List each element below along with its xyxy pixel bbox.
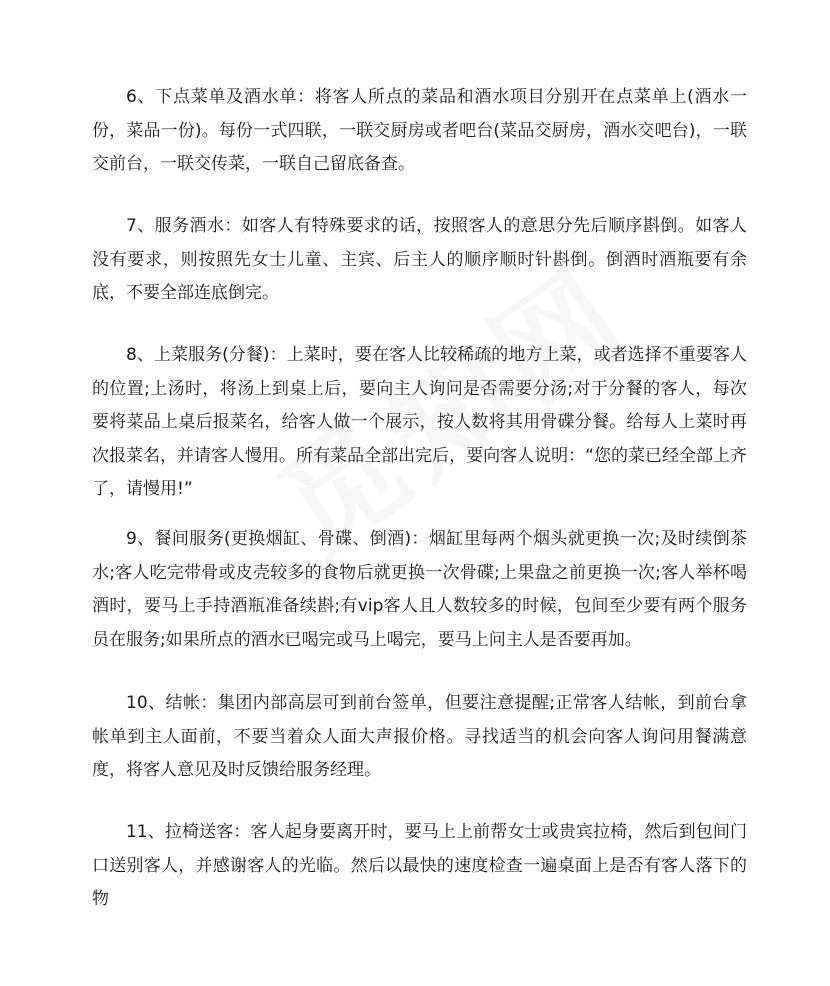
paragraph-7-serve-drinks: 7、服务酒水：如客人有特殊要求的话，按照客人的意思分先后顺序斟倒。如客人没有要求，则按照先女士儿童、主宾、后主人的顺序顺时针斟倒。倒酒时酒瓶要有余底，不要全部连底倒完。 (92, 216, 747, 303)
paragraph-9-mealtime-service: 9、餐间服务(更换烟缸、骨碟、倒酒)：烟缸里每两个烟头就更换一次;及时续倒茶水;客人吃完带骨或皮壳较多的食物后就更换一次骨碟;上果盘之前更换一次;客人举杯喝酒时，要马上手持酒瓶准备续斟;有vip客人且人数较多的时候，包间至少要有两个服务员在服务;如果所点的酒水已喝完或马上喝完，要马上问主人是否要再加。 (92, 529, 747, 650)
paragraph-6-order-menu: 6、下点菜单及酒水单：将客人所点的菜品和酒水项目分别开在点菜单上(酒水一份，菜品一份)。每份一式四联，一联交厨房或者吧台(菜品交厨房，酒水交吧台)，一联交前台，一联交传菜，一联自己留底备查。 (92, 87, 747, 174)
paragraph-11-see-off-guests: 11、拉椅送客：客人起身要离开时，要马上上前帮女士或贵宾拉椅，然后到包间门口送别客人，并感谢客人的光临。然后以最快的速度检查一遍桌面上是否有客人落下的物 (92, 822, 747, 909)
paragraph-10-checkout: 10、结帐：集团内部高层可到前台签单，但要注意提醒;正常客人结帐，到前台拿帐单到主人面前，不要当着众人面大声报价格。寻找适当的机会向客人询问用餐满意度，将客人意见及时反馈给服务经理。 (92, 693, 747, 780)
paragraph-8-serve-dishes: 8、上菜服务(分餐)：上菜时，要在客人比较稀疏的地方上菜，或者选择不重要客人的位置;上汤时，将汤上到桌上后，要向主人询问是否需要分汤;对于分餐的客人，每次要将菜品上桌后报菜名，给客人做一个展示，按人数将其用骨碟分餐。给每人上菜时再次报菜名，并请客人慢用。所有菜品全部出完后，要向客人说明：“您的菜已经全部上齐了，请慢用!” (92, 345, 747, 499)
